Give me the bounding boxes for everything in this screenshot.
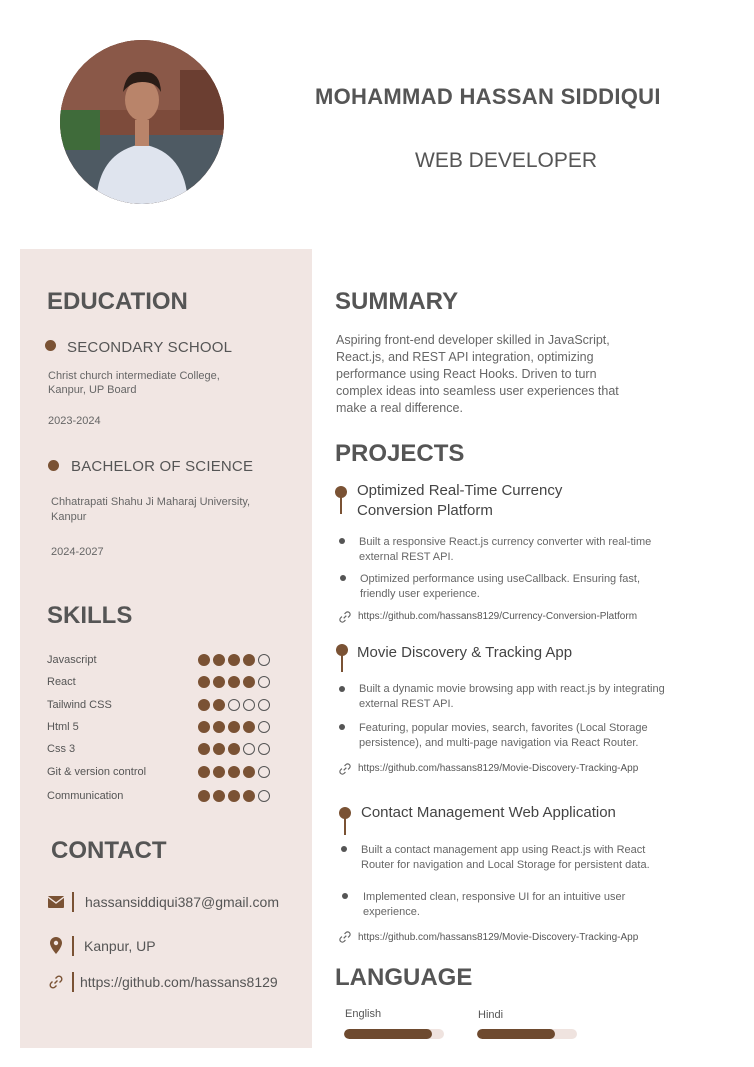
contact-github[interactable]: https://github.com/hassans8129 [80,974,278,990]
language-bar-hindi [477,1029,577,1039]
education-degree: SECONDARY SCHOOL [67,339,233,356]
summary-text [336,332,681,417]
skill-rating [198,743,270,755]
project-link[interactable]: https://github.com/hassans8129/Movie-Discovery-Tracking-App [358,763,639,774]
skill-name: React [47,676,76,688]
skill-rating [198,766,270,778]
link-icon [47,973,64,990]
rating-dot-filled [198,743,210,755]
rating-dot-filled [213,676,225,688]
language-name: Hindi [478,1009,504,1021]
rating-dot-filled [213,699,225,711]
project-bullet: persistence), and multi-page navigation via React Router. [359,737,639,749]
bullet-icon [339,538,345,544]
location-pin-icon [47,937,64,954]
project-title: Contact Management Web Application [361,804,616,821]
link-icon [338,930,352,944]
language-name: English [345,1008,382,1020]
project-bullet: Built a responsive React.js currency converter with real-time [359,536,652,548]
skill-name: Git & version control [47,766,147,778]
rating-dot-filled [213,654,225,666]
rating-dot-empty [243,743,255,755]
rating-dot-filled [198,654,210,666]
bullet-icon [339,724,345,730]
summary-line: complex ideas into seamless user experiences that [336,384,619,398]
rating-dot-filled [228,676,240,688]
project-bullet: Implemented clean, responsive UI for an intuitive user [363,891,626,903]
rating-dot-filled [243,654,255,666]
bullet-icon [340,575,346,581]
education-location: Kanpur, UP Board [48,384,137,396]
rating-dot-filled [198,676,210,688]
contact-heading: CONTACT [51,837,167,864]
profile-photo [60,40,224,204]
rating-dot-filled [213,766,225,778]
education-institution: Christ church intermediate College, [48,370,220,382]
summary-line: performance using React Hooks. Driven to turn [336,367,597,381]
skill-name: Communication [47,790,124,802]
project-title: Movie Discovery & Tracking App [357,644,573,661]
skills-heading: SKILLS [47,602,133,629]
education-degree: BACHELOR OF SCIENCE [71,458,254,475]
skill-rating [198,654,270,666]
rating-dot-filled [228,721,240,733]
project-bullet: Router for navigation and Local Storage for persistent data. [361,859,650,871]
education-years: 2024-2027 [51,546,104,558]
link-icon [338,762,352,776]
project-marker [339,807,351,835]
bullet-icon [342,893,348,899]
rating-dot-filled [243,766,255,778]
education-bullet [48,460,59,471]
rating-dot-filled [243,721,255,733]
skill-name: Javascript [47,654,97,666]
rating-dot-filled [243,790,255,802]
language-heading: LANGUAGE [335,964,473,991]
summary-heading: SUMMARY [335,288,459,315]
rating-dot-filled [228,790,240,802]
education-location: Kanpur [51,511,87,523]
candidate-name: MOHAMMAD HASSAN SIDDIQUI [315,84,661,109]
project-bullet: friendly user experience. [360,588,480,600]
rating-dot-filled [198,699,210,711]
rating-dot-empty [228,699,240,711]
rating-dot-empty [258,766,270,778]
skill-rating [198,721,270,733]
education-heading: EDUCATION [47,288,188,315]
skill-name: Css 3 [47,743,76,755]
project-link[interactable]: https://github.com/hassans8129/Currency-Conversion-Platform [358,611,638,622]
education-institution: Chhatrapati Shahu Ji Maharaj University, [51,496,251,508]
rating-dot-empty [258,743,270,755]
rating-dot-filled [213,790,225,802]
project-marker [335,486,347,514]
project-marker [336,644,348,672]
summary-line: Aspiring front-end developer skilled in JavaScript, [336,333,610,347]
link-icon [338,610,352,624]
project-bullet: Optimized performance using useCallback. Ensuring fast, [360,573,641,585]
project-bullet: external REST API. [359,551,454,563]
bullet-icon [339,686,345,692]
rating-dot-empty [243,699,255,711]
rating-dot-filled [198,790,210,802]
contact-separator [72,936,74,956]
skill-rating [198,676,270,688]
rating-dot-empty [258,721,270,733]
rating-dot-filled [213,721,225,733]
bullet-icon [341,846,347,852]
rating-dot-filled [198,721,210,733]
language-bar-fill [477,1029,555,1039]
projects-heading: PROJECTS [335,440,465,467]
project-bullet: Featuring, popular movies, search, favorites (Local Storage [359,722,648,734]
rating-dot-empty [258,654,270,666]
rating-dot-filled [213,743,225,755]
mail-icon [47,893,64,910]
candidate-role: WEB DEVELOPER [415,149,598,172]
skill-name: Tailwind CSS [47,699,112,711]
contact-separator [72,972,74,992]
skill-rating [198,790,270,802]
project-bullet: external REST API. [359,698,454,710]
language-bar-english [344,1029,444,1039]
rating-dot-empty [258,699,270,711]
rating-dot-filled [228,654,240,666]
project-title: Conversion Platform [357,502,493,519]
rating-dot-filled [198,766,210,778]
summary-line: React.js, and REST API integration, optimizing [336,350,594,364]
rating-dot-filled [228,743,240,755]
project-bullet: experience. [363,906,420,918]
rating-dot-filled [243,676,255,688]
skill-name: Html 5 [47,721,79,733]
education-bullet [45,340,56,351]
rating-dot-empty [258,676,270,688]
language-bar-fill [344,1029,432,1039]
education-years: 2023-2024 [48,415,101,427]
project-link[interactable]: https://github.com/hassans8129/Movie-Discovery-Tracking-App [358,932,639,943]
contact-location: Kanpur, UP [84,938,156,954]
project-bullet: Built a contact management app using React.js with React [361,844,646,856]
rating-dot-filled [228,766,240,778]
summary-line: make a real difference. [336,401,463,415]
project-bullet: Built a dynamic movie browsing app with react.js by integrating [359,683,665,695]
contact-separator [72,892,74,912]
project-title: Optimized Real-Time Currency [357,482,563,499]
skill-rating [198,699,270,711]
rating-dot-empty [258,790,270,802]
contact-email[interactable]: hassansiddiqui387@gmail.com [85,894,279,910]
